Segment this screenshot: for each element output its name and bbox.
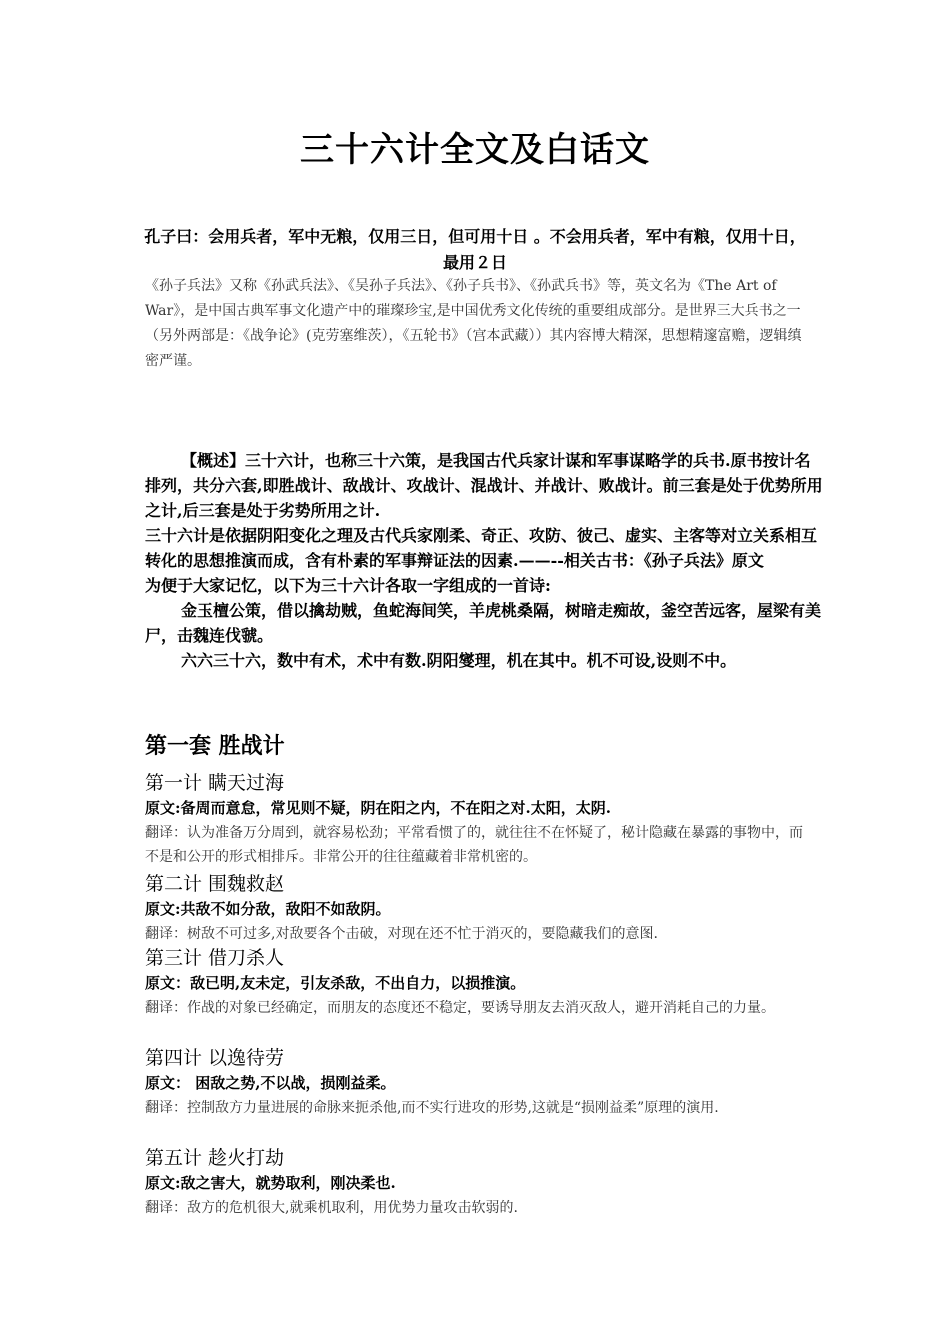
confucius-quote: 孔子曰：会用兵者，军中无粮，仅用三日，但可用十日 。不会用兵者，军中有粮，仅用十日，最用２日: [144, 227, 806, 272]
ploy-title: 第一计 瞒天过海: [145, 772, 285, 794]
overview-paragraph: 为便于大家记忆，以下为三十六计各取一字组成的一首诗:: [145, 576, 551, 595]
ploy-original-text: 原文:共敌不如分敌，敌阳不如敌阴。: [145, 900, 391, 918]
set-heading: 第一套 胜战计: [145, 734, 285, 759]
ploy-translation: 翻译：作战的对象已经确定，而朋友的态度还不稳定，要诱导朋友去消灭敌人，避开消耗自己的力量。: [145, 1000, 775, 1016]
intro-paragraph: 《孙子兵法》又称《孙武兵法》、《吴孙子兵法》、《孙子兵书》、《孙武兵书》等，英文名为《The Art of War》，是中国古典军事文化遗产中的璀璨珍宝,是中国优秀文化传统的重要组成部分。是世界三大兵书之一（另外两部是：《战争论》(克劳塞维茨），《五轮书》（宫本武藏））其内容博大精深，思想精邃富赡，逻辑缜密严谨。: [145, 278, 802, 369]
overview-paragraph: 【概述】三十六计，也称三十六策，是我国古代兵家计谋和军事谋略学的兵书.原书按计名排列，共分六套,即胜战计、敌战计、攻战计、混战计、并战计、败战计。前三套是处于优势所用之计,后三套是处于劣势所用之计.: [145, 451, 823, 520]
mnemonic-poem: 金玉檀公策，借以擒劫贼，鱼蛇海间笑，羊虎桃桑隔，树暗走痴故，釜空苦远客，屋梁有美尸，击魏连伐虢。: [145, 601, 822, 645]
ploy-translation: 翻译：认为准备万分周到，就容易松劲；平常看惯了的，就往往不在怀疑了，秘计隐藏在暴露的事物中，而不是和公开的形式相排斥。非常公开的往往蕴藏着非常机密的。: [145, 825, 803, 865]
ploy-translation: 翻译：树敌不可过多,对敌要各个击破，对现在还不忙于消灭的，要隐藏我们的意图.: [145, 926, 658, 942]
ploy-title: 第三计 借刀杀人: [145, 947, 285, 969]
ploy-title: 第五计 趁火打劫: [145, 1147, 285, 1169]
ploy-original-text: 原文:敌之害大，就势取利，刚决柔也.: [145, 1174, 396, 1192]
ploy-translation: 翻译：敌方的危机很大,就乘机取利，用优势力量攻击软弱的.: [145, 1200, 518, 1216]
ploy-title: 第二计 围魏救赵: [145, 873, 285, 895]
ploy-original-text: 原文：敌已明,友未定，引友杀敌，不出自力，以损推演。: [145, 974, 526, 992]
overview-section: [145, 448, 825, 673]
ploy-original-text: 原文： 困敌之势,不以战，损刚益柔。: [145, 1074, 396, 1092]
page-title: 三十六计全文及白话文: [300, 130, 650, 170]
ploy-translation: 翻译：控制敌方力量进展的命脉来扼杀他,而不实行进攻的形势,这就是“损刚益柔”原理的演用.: [145, 1100, 719, 1116]
overview-paragraph: 三十六计是依据阴阳变化之理及古代兵家刚柔、奇正、攻防、彼己、虚实、主客等对立关系相互转化的思想推演而成，含有朴素的军事辩证法的因素.——--相关古书：《孙子兵法》原文: [145, 526, 818, 570]
ploy-original-text: 原文:备周而意怠，常见则不疑，阴在阳之内，不在阳之对.太阳，太阴.: [145, 799, 611, 817]
overview-paragraph: 六六三十六，数中有术，术中有数.阴阳燮理，机在其中。机不可设,设则不中。: [181, 651, 737, 670]
ploy-title: 第四计 以逸待劳: [145, 1047, 285, 1069]
